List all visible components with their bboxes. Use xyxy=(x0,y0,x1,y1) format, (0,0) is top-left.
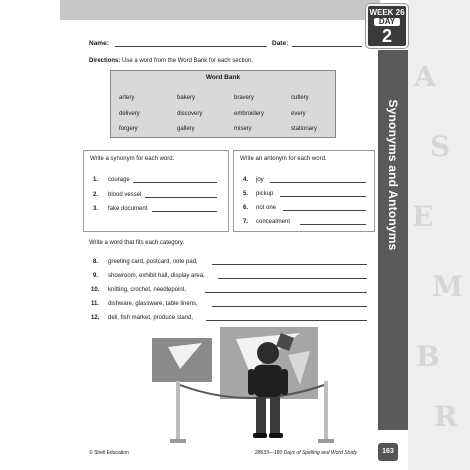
sidebar-background xyxy=(408,0,470,470)
section-title: Synonyms and Antonyms xyxy=(386,99,400,251)
answer-line[interactable] xyxy=(270,182,366,183)
person-shoe xyxy=(253,433,267,438)
footer-book-title: 28633—180 Days of Spelling and Word Study xyxy=(255,450,358,456)
antonym-box xyxy=(233,150,375,232)
item-text: showroom, exhibit hall, display area, xyxy=(108,273,205,279)
item-number: 9. xyxy=(93,273,99,279)
person-arm xyxy=(281,369,288,395)
word-bank-word: bakery xyxy=(177,95,196,101)
item-number: 3. xyxy=(93,206,99,212)
item-text: blood vessel xyxy=(108,192,142,198)
word-bank-word: forgery xyxy=(119,126,138,132)
name-label: Name: xyxy=(89,40,109,47)
word-bank-word: bravery xyxy=(234,95,255,101)
word-bank xyxy=(110,70,336,138)
answer-line[interactable] xyxy=(283,210,366,211)
directions-label: Directions: xyxy=(89,58,121,64)
item-number: 12. xyxy=(91,315,100,321)
answer-line[interactable] xyxy=(205,292,367,293)
week-day-badge xyxy=(366,4,408,48)
word-bank-word: gallery xyxy=(177,126,195,132)
person-shoe xyxy=(269,433,283,438)
item-text: not one xyxy=(256,205,277,211)
item-text: deli, fish market, produce stand, xyxy=(108,315,194,321)
directions xyxy=(89,58,253,64)
person-arm xyxy=(248,369,255,395)
day-label: DAY xyxy=(374,18,400,26)
synonym-box-title: Write a synonym for each word. xyxy=(90,156,175,162)
category-title: Write a word that fits each category. xyxy=(89,240,185,246)
word-bank-word: every xyxy=(291,111,306,117)
item-number: 11. xyxy=(91,301,100,307)
decorative-letter: E xyxy=(412,200,434,233)
answer-line[interactable] xyxy=(206,320,367,321)
decorative-letter: R xyxy=(434,400,458,433)
answer-line[interactable] xyxy=(152,211,217,212)
item-number: 2. xyxy=(93,192,99,198)
person-leg xyxy=(256,397,266,435)
item-number: 6. xyxy=(243,205,249,211)
word-bank-word: stationary xyxy=(291,126,318,132)
date-label: Date: xyxy=(272,40,289,47)
item-text: greeting card, postcard, note pad, xyxy=(108,259,198,265)
item-number: 5. xyxy=(243,191,249,197)
decorative-letter: A xyxy=(414,60,436,93)
day-number: 2 xyxy=(381,26,392,46)
stanchion-base xyxy=(318,439,334,443)
stanchion-post xyxy=(176,381,180,441)
word-bank-word: cutlery xyxy=(291,95,309,101)
item-text: fake document xyxy=(108,206,148,212)
person-head xyxy=(257,342,279,364)
synonym-box xyxy=(83,150,229,232)
word-bank-word: misery xyxy=(234,126,252,132)
word-bank-word: delivery xyxy=(119,111,140,117)
word-bank-word: artery xyxy=(119,95,135,101)
answer-line[interactable] xyxy=(280,196,366,197)
item-text: courage xyxy=(108,177,130,183)
person-torso xyxy=(254,365,282,397)
item-number: 8. xyxy=(93,259,99,265)
item-text: joy xyxy=(256,177,264,183)
decorative-letter: S xyxy=(430,130,451,163)
date-field[interactable] xyxy=(292,46,362,47)
item-number: 1. xyxy=(93,177,99,183)
top-band xyxy=(60,0,380,20)
item-number: 10. xyxy=(91,287,100,293)
section-title-vertical xyxy=(380,90,406,260)
answer-line[interactable] xyxy=(145,197,217,198)
item-text: dishware, glassware, table linens, xyxy=(108,301,198,307)
answer-line[interactable] xyxy=(212,306,367,307)
answer-line[interactable] xyxy=(218,278,367,279)
person-leg xyxy=(270,397,280,435)
item-number: 4. xyxy=(243,177,249,183)
name-field[interactable] xyxy=(115,46,267,47)
decorative-letter: M xyxy=(432,270,463,303)
directions-text: Use a word from the Word Bank for each section. xyxy=(120,58,253,64)
week-label: WEEK 26 xyxy=(369,8,405,17)
gallery-illustration xyxy=(140,325,375,445)
answer-line[interactable] xyxy=(133,182,217,183)
stanchion-post xyxy=(324,381,328,441)
item-number: 7. xyxy=(243,219,249,225)
answer-line[interactable] xyxy=(212,264,367,265)
word-bank-title: Word Bank xyxy=(205,74,241,81)
item-text: knitting, crochet, needlepoint, xyxy=(108,287,187,293)
word-bank-word: discovery xyxy=(177,111,203,117)
footer-publisher: © Shell Education xyxy=(89,450,129,456)
answer-line[interactable] xyxy=(300,224,366,225)
decorative-letter: B xyxy=(416,340,440,373)
item-text: concealment xyxy=(256,219,291,225)
page-number: 163 xyxy=(378,443,398,461)
word-bank-word: embroidery xyxy=(234,111,265,117)
stanchion-base xyxy=(170,439,186,443)
antonym-box-title: Write an antonym for each word. xyxy=(240,156,327,162)
item-text: pickup xyxy=(256,191,274,197)
